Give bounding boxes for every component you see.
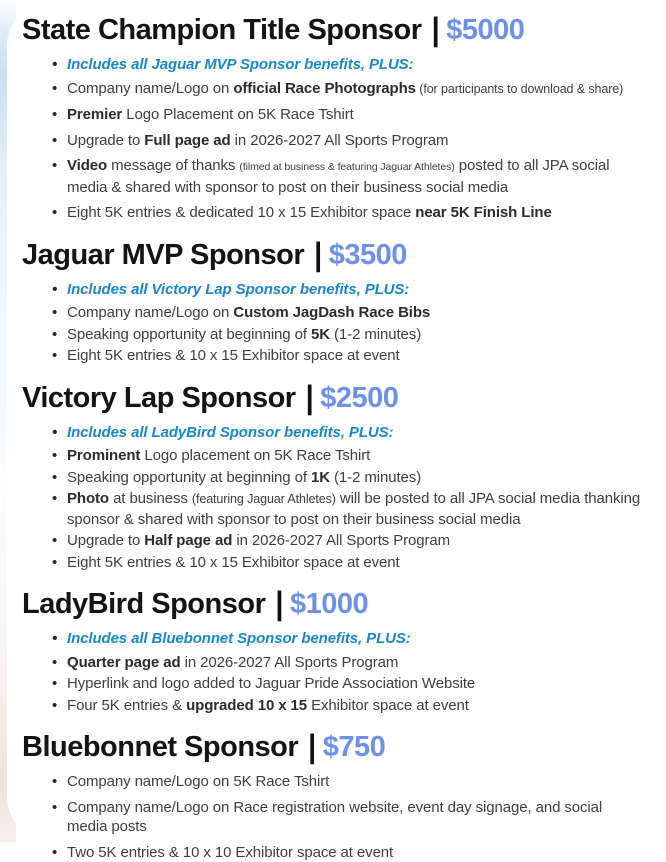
sponsor-section bbox=[22, 239, 644, 366]
section-price: $750 bbox=[323, 731, 386, 763]
benefit-item bbox=[52, 105, 644, 125]
benefit-text: at business bbox=[109, 490, 192, 507]
section-title-text: Jaguar MVP Sponsor bbox=[22, 239, 304, 271]
benefits-list bbox=[22, 423, 644, 573]
section-price: $3500 bbox=[329, 239, 407, 271]
section-title-text: State Champion Title Sponsor bbox=[22, 14, 422, 46]
benefit-text: Two 5K entries & 10 x 10 Exhibitor space at event bbox=[67, 844, 393, 861]
section-title-text: LadyBird Sponsor bbox=[22, 588, 265, 620]
benefit-text: Custom JagDash Race Bibs bbox=[233, 304, 430, 321]
benefit-text: Video bbox=[67, 157, 107, 174]
benefit-text: Logo placement on 5K Race Tshirt bbox=[140, 447, 370, 464]
benefit-text: Hyperlink and logo added to Jaguar Pride Association Website bbox=[67, 675, 475, 692]
benefit-text: in 2026-2027 All Sports Program bbox=[181, 654, 399, 671]
sponsor-sections bbox=[22, 14, 644, 862]
benefit-text: Speaking opportunity at beginning of bbox=[67, 326, 311, 343]
benefit-text: Includes all Bluebonnet Sponsor benefits, PLUS: bbox=[67, 630, 411, 647]
benefit-text: Premier bbox=[67, 106, 122, 123]
section-price: $1000 bbox=[290, 588, 368, 620]
benefit-item bbox=[52, 772, 644, 792]
sponsor-section bbox=[22, 731, 644, 862]
section-price: $2500 bbox=[320, 382, 398, 414]
benefit-item bbox=[52, 674, 644, 694]
benefit-item-includes bbox=[52, 629, 644, 649]
benefit-item bbox=[52, 653, 644, 673]
benefit-item bbox=[52, 346, 644, 366]
benefit-item bbox=[52, 156, 644, 197]
benefit-item bbox=[52, 798, 644, 837]
benefit-text: Prominent bbox=[67, 447, 140, 464]
title-price-separator: | bbox=[275, 586, 283, 622]
benefit-item-includes bbox=[52, 423, 644, 443]
benefit-text: Company name/Logo on Race registration website, event day signage, and social media posts bbox=[67, 799, 602, 836]
section-title bbox=[22, 14, 644, 46]
benefit-text: official Race Photographs bbox=[233, 80, 416, 97]
benefit-item bbox=[52, 303, 644, 323]
benefit-item-includes bbox=[52, 280, 644, 300]
benefits-list bbox=[22, 772, 644, 862]
sponsor-section bbox=[22, 382, 644, 573]
benefit-text: Includes all Victory Lap Sponsor benefits, PLUS: bbox=[67, 281, 409, 298]
benefit-item bbox=[52, 203, 644, 223]
benefit-text: (1-2 minutes) bbox=[330, 326, 421, 343]
benefit-item bbox=[52, 131, 644, 151]
section-title-text: Bluebonnet Sponsor bbox=[22, 731, 298, 763]
benefit-text: message of thanks bbox=[107, 157, 239, 174]
benefit-text: Company name/Logo on bbox=[67, 304, 233, 321]
benefit-item bbox=[52, 79, 644, 100]
section-title-text: Victory Lap Sponsor bbox=[22, 382, 296, 414]
benefit-text: Includes all LadyBird Sponsor benefits, PLUS: bbox=[67, 424, 393, 441]
section-price: $5000 bbox=[446, 14, 524, 46]
benefit-text: Company name/Logo on 5K Race Tshirt bbox=[67, 773, 329, 790]
benefits-list bbox=[22, 280, 644, 366]
benefit-text: in 2026-2027 All Sports Program bbox=[231, 132, 449, 149]
benefit-text: Eight 5K entries & 10 x 15 Exhibitor space at event bbox=[67, 347, 400, 364]
title-price-separator: | bbox=[306, 380, 314, 416]
benefit-item bbox=[52, 489, 644, 529]
benefit-text: 5K bbox=[311, 326, 330, 343]
benefit-text: Half page ad bbox=[144, 532, 232, 549]
section-title bbox=[22, 239, 644, 271]
benefit-text: in 2026-2027 All Sports Program bbox=[232, 532, 450, 549]
benefit-text: Includes all Jaguar MVP Sponsor benefits, PLUS: bbox=[67, 56, 413, 73]
title-price-separator: | bbox=[308, 729, 316, 765]
benefit-item bbox=[52, 553, 644, 573]
benefit-text: Speaking opportunity at beginning of bbox=[67, 469, 311, 486]
benefit-text: Photo bbox=[67, 490, 109, 507]
sponsor-section bbox=[22, 588, 644, 715]
benefit-item bbox=[52, 843, 644, 862]
benefits-list bbox=[22, 629, 644, 715]
benefit-text: posted to all JPA social media & shared with sponsor to post on their business social media bbox=[67, 157, 609, 196]
benefit-text: (filmed at business & featuring Jaguar Athletes) bbox=[239, 161, 454, 173]
section-title bbox=[22, 588, 644, 620]
section-title bbox=[22, 731, 644, 763]
title-price-separator: | bbox=[314, 237, 322, 273]
benefit-text: Company name/Logo on bbox=[67, 80, 233, 97]
benefit-text: (1-2 minutes) bbox=[330, 469, 421, 486]
benefit-item bbox=[52, 468, 644, 488]
benefit-text: Exhibitor space at event bbox=[307, 697, 469, 714]
benefit-text: Four 5K entries & bbox=[67, 697, 186, 714]
benefit-text: Upgrade to bbox=[67, 532, 144, 549]
benefit-text: Eight 5K entries & dedicated 10 x 15 Exhibitor space bbox=[67, 204, 415, 221]
benefit-item-includes bbox=[52, 55, 644, 75]
benefits-list bbox=[22, 55, 644, 223]
benefit-text: will be posted to all JPA social media thanking sponsor & shared with sponsor to post on their business social media bbox=[67, 490, 640, 528]
benefit-text: Upgrade to bbox=[67, 132, 144, 149]
benefit-item bbox=[52, 696, 644, 716]
benefit-text: (for participants to download & share) bbox=[416, 82, 623, 96]
benefit-text: 1K bbox=[311, 469, 330, 486]
benefit-text: (featuring Jaguar Athletes) bbox=[192, 492, 336, 506]
benefit-text: Logo Placement on 5K Race Tshirt bbox=[122, 106, 354, 123]
section-title bbox=[22, 382, 644, 414]
benefit-item bbox=[52, 446, 644, 466]
benefit-text: near 5K Finish Line bbox=[415, 204, 551, 221]
benefit-text: Eight 5K entries & 10 x 15 Exhibitor space at event bbox=[67, 554, 400, 571]
benefit-text: Full page ad bbox=[144, 132, 230, 149]
sponsor-section bbox=[22, 14, 644, 223]
benefit-item bbox=[52, 531, 644, 551]
benefit-text: Quarter page ad bbox=[67, 654, 181, 671]
benefit-text: upgraded 10 x 15 bbox=[186, 697, 307, 714]
title-price-separator: | bbox=[432, 12, 440, 48]
benefit-item bbox=[52, 325, 644, 345]
